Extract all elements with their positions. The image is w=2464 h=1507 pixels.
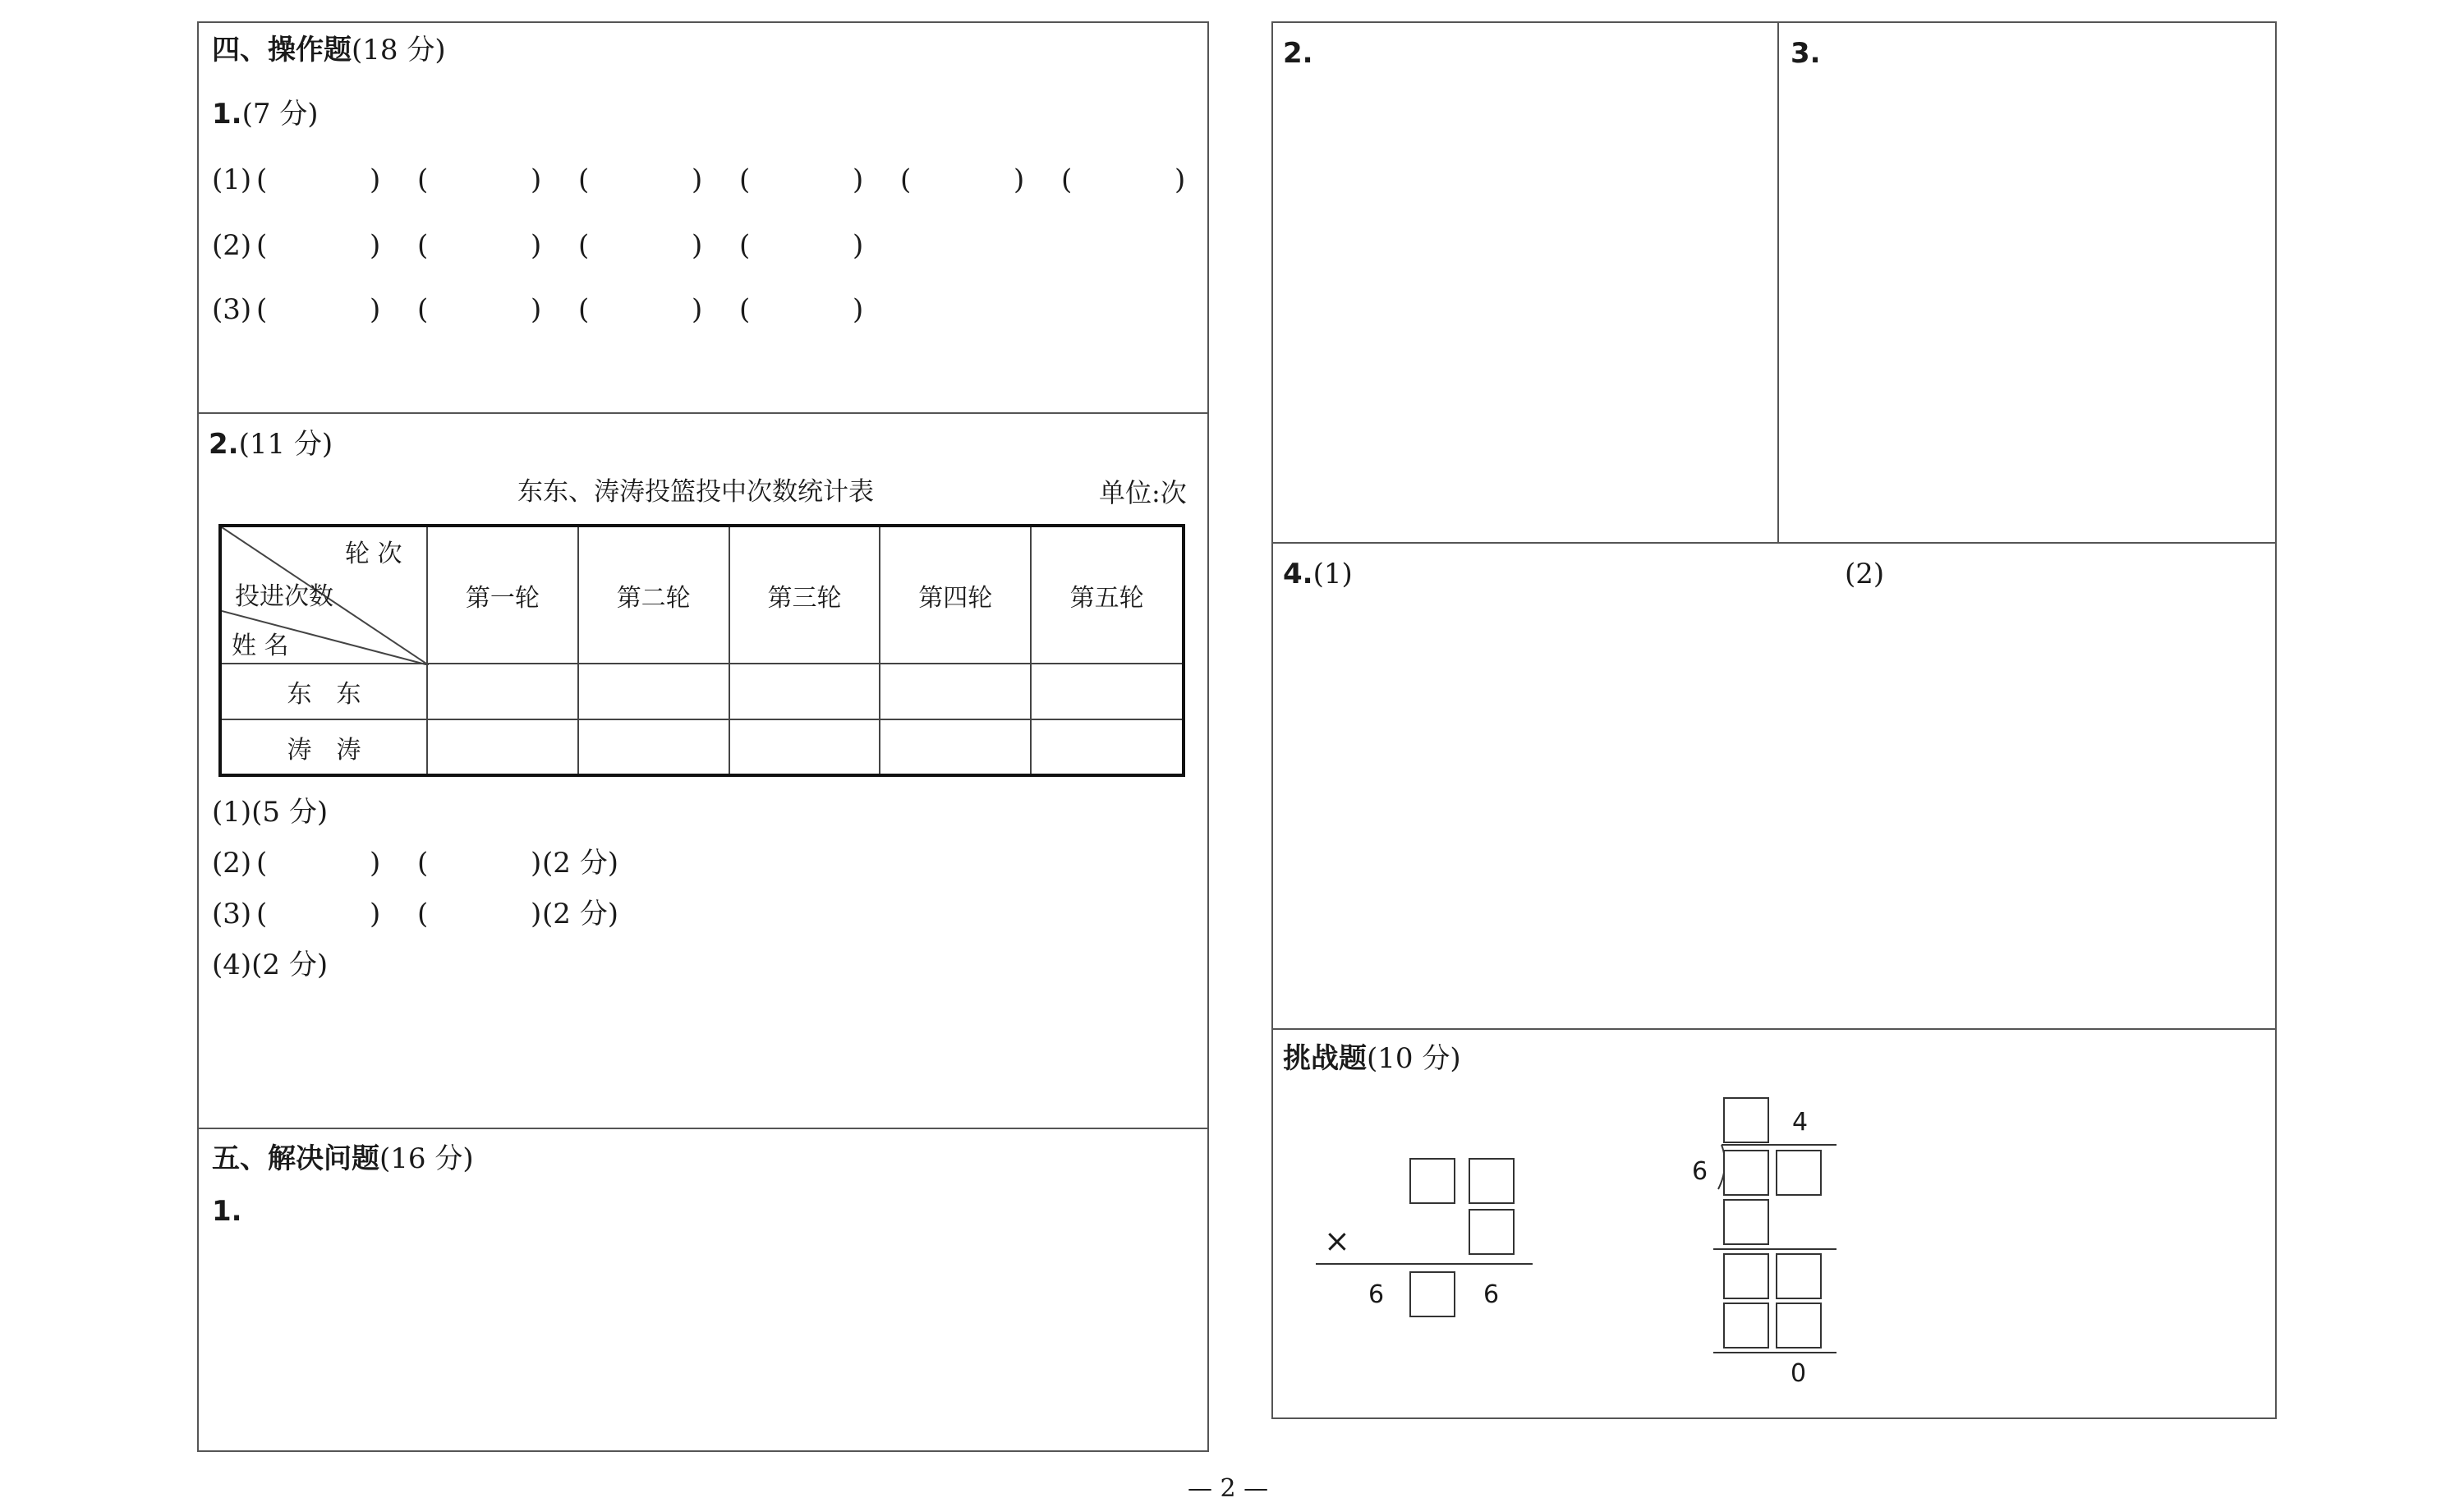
q2-heading <box>209 428 333 461</box>
blank-close: ) <box>531 229 542 262</box>
blank-open[interactable]: ( <box>256 163 268 196</box>
blank-open[interactable]: ( <box>256 229 268 262</box>
q2-sub4: (4)(2 分) <box>212 949 329 981</box>
blank-open[interactable]: ( <box>417 163 429 196</box>
blank-close: ) <box>531 847 542 880</box>
challenge-score: (10 分) <box>1367 1042 1461 1075</box>
digit-box[interactable] <box>1723 1199 1769 1245</box>
blank-open[interactable]: ( <box>417 847 429 880</box>
quotient-digit: 4 <box>1792 1108 1809 1137</box>
q1-row2-prefix: (2) <box>212 229 252 262</box>
q2-label: 2. <box>209 428 239 461</box>
table-unit: 单位:次 <box>1099 477 1187 508</box>
digit-box[interactable] <box>1723 1253 1769 1299</box>
table-cell[interactable] <box>1031 719 1184 775</box>
row-name: 涛 涛 <box>220 719 427 775</box>
remainder-digit: 0 <box>1791 1359 1807 1388</box>
row-name: 东 东 <box>220 664 427 719</box>
blank-close: ) <box>531 293 542 326</box>
digit-box[interactable] <box>1469 1158 1515 1204</box>
blank-open[interactable]: ( <box>256 898 268 930</box>
table-cell[interactable] <box>880 719 1031 775</box>
blank-close: ) <box>853 163 864 196</box>
q2-sub3-score: (2 分) <box>542 898 618 930</box>
table-cell[interactable] <box>427 719 578 775</box>
blank-close: ) <box>370 229 381 262</box>
mult-result-digit: 6 <box>1368 1280 1385 1309</box>
blank-close: ) <box>531 163 542 196</box>
section5-heading <box>212 1142 474 1175</box>
blank-open[interactable]: ( <box>739 229 751 262</box>
blank-close: ) <box>370 847 381 880</box>
digit-box[interactable] <box>1409 1271 1455 1317</box>
q1-score: (7 分) <box>241 98 319 131</box>
mult-result-digit: 6 <box>1483 1280 1500 1309</box>
blank-open[interactable]: ( <box>578 293 590 326</box>
blank-open[interactable]: ( <box>900 163 912 196</box>
digit-box[interactable] <box>1469 1209 1515 1255</box>
digit-box[interactable] <box>1776 1303 1822 1348</box>
blank-close: ) <box>370 293 381 326</box>
blank-close: ) <box>853 293 864 326</box>
blank-open[interactable]: ( <box>256 847 268 880</box>
blank-open[interactable]: ( <box>739 293 751 326</box>
table-cell[interactable] <box>729 664 880 719</box>
q1-row3-prefix: (3) <box>212 293 252 326</box>
blank-open[interactable]: ( <box>417 898 429 930</box>
section4-title: 四、操作题 <box>212 34 352 67</box>
table-cell[interactable] <box>880 664 1031 719</box>
blank-close: ) <box>531 898 542 930</box>
blank-close: ) <box>692 293 703 326</box>
blank-open[interactable]: ( <box>256 293 268 326</box>
digit-box[interactable] <box>1776 1253 1822 1299</box>
digit-box[interactable] <box>1723 1097 1769 1143</box>
blank-open[interactable]: ( <box>578 163 590 196</box>
table-cell[interactable] <box>729 719 880 775</box>
blank-close: ) <box>370 898 381 930</box>
blank-close: ) <box>692 163 703 196</box>
digit-box[interactable] <box>1723 1303 1769 1348</box>
blank-open[interactable]: ( <box>1061 163 1073 196</box>
q1-label: 1. <box>212 98 242 131</box>
blank-open[interactable]: ( <box>739 163 751 196</box>
header-round-label: 轮 次 <box>345 540 402 568</box>
blank-open[interactable]: ( <box>417 229 429 262</box>
q2-sub1: (1)(5 分) <box>212 796 329 829</box>
section4-score: (18 分) <box>352 34 446 67</box>
q2-sub3-prefix: (3) <box>212 898 252 930</box>
blank-close: ) <box>1175 163 1186 196</box>
header-name-label: 姓 名 <box>232 632 289 660</box>
challenge-title: 挑战题 <box>1283 1042 1367 1075</box>
divisor-digit: 6 <box>1692 1157 1708 1186</box>
right-q4-sub2: (2) <box>1845 558 1885 590</box>
q2-sub2-prefix: (2) <box>212 847 252 880</box>
column-header: 第四轮 <box>880 526 1031 664</box>
blank-close: ) <box>1014 163 1025 196</box>
table-cell[interactable] <box>578 664 729 719</box>
q1-row1-prefix: (1) <box>212 163 252 196</box>
table-title: 东东、涛涛投篮投中次数统计表 <box>517 477 874 507</box>
table-cell[interactable] <box>1031 664 1184 719</box>
table-header-row <box>220 526 1184 664</box>
stats-table <box>218 524 1185 777</box>
q2-sub2-score: (2 分) <box>542 847 618 880</box>
blank-open[interactable]: ( <box>417 293 429 326</box>
diagonal-header-cell <box>220 526 427 664</box>
right-q4-sub1: (1) <box>1312 558 1353 590</box>
page-number: — 2 — <box>1188 1474 1269 1503</box>
column-header: 第二轮 <box>578 526 729 664</box>
header-count-label: 投进次数 <box>235 582 333 611</box>
section5-q1-label: 1. <box>212 1195 242 1228</box>
table-cell[interactable] <box>578 719 729 775</box>
q2-score: (11 分) <box>238 428 333 461</box>
digit-box[interactable] <box>1723 1150 1769 1196</box>
section4-heading <box>212 34 446 67</box>
table-cell[interactable] <box>427 664 578 719</box>
blank-close: ) <box>692 229 703 262</box>
blank-close: ) <box>370 163 381 196</box>
right-q3-label: 3. <box>1791 37 1821 70</box>
column-header: 第五轮 <box>1031 526 1184 664</box>
right-q4-heading <box>1283 560 1353 588</box>
multiply-sign: × <box>1324 1223 1350 1259</box>
right-q4-label: 4. <box>1283 558 1313 590</box>
digit-box[interactable] <box>1776 1150 1822 1196</box>
q1-heading <box>212 98 319 131</box>
blank-close: ) <box>853 229 864 262</box>
column-header: 第一轮 <box>427 526 578 664</box>
section5-score: (16 分) <box>379 1142 474 1175</box>
column-header: 第三轮 <box>729 526 880 664</box>
digit-box[interactable] <box>1409 1158 1455 1204</box>
section5-title: 五、解决问题 <box>212 1142 379 1175</box>
right-q2-label: 2. <box>1283 37 1313 70</box>
table-row <box>220 719 1184 775</box>
blank-open[interactable]: ( <box>578 229 590 262</box>
challenge-heading <box>1283 1042 1461 1075</box>
table-row <box>220 664 1184 719</box>
